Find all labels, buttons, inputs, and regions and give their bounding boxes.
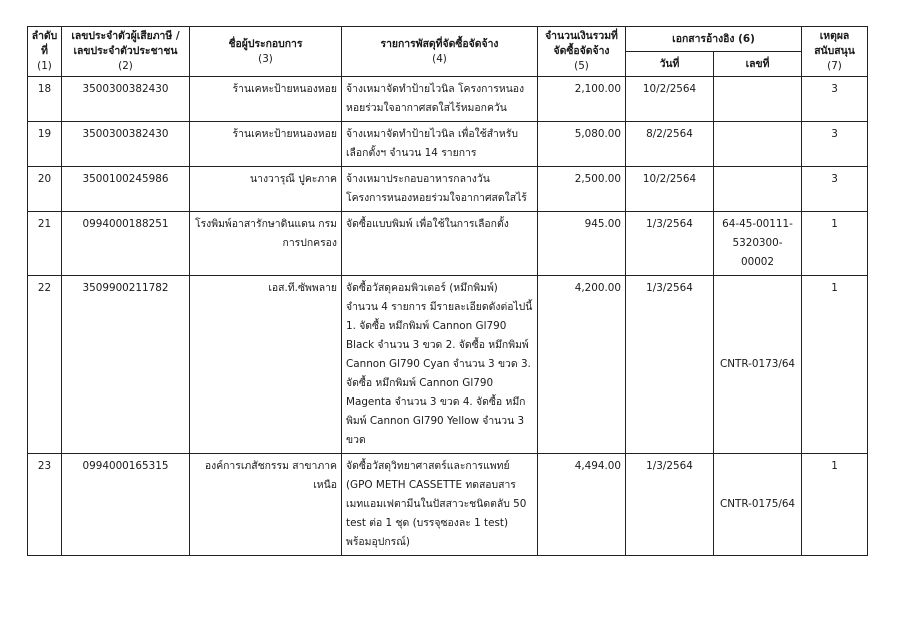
cell-item: จ้างเหมาจัดทำป้ายไวนิล โครงการหนองหอยร่วมใจอากาศสดใสไร้หมอกควัน	[342, 77, 538, 122]
cell-item: จ้างเหมาประกอบอาหารกลางวัน โครงการหนองหอยร่วมใจอากาศสดใสไร้	[342, 167, 538, 212]
cell-item: จัดซื้อวัสดุวิทยาศาสตร์และการแพทย์ (GPO METH CASSETTE ทดสอบสารเมทแอมเฟตามีนในปัสสาวะชนิดตลับ 50 test ต่อ 1 ชุด (บรรจุซองละ 1 test) พร้อมอุปกรณ์)	[342, 454, 538, 556]
cell-taxid: 0994000188251	[62, 212, 190, 276]
cell-date: 10/2/2564	[626, 167, 714, 212]
cell-date: 1/3/2564	[626, 276, 714, 454]
cell-date: 8/2/2564	[626, 122, 714, 167]
cell-reason: 3	[802, 77, 868, 122]
procurement-table	[27, 26, 868, 556]
cell-item: จัดซื้อวัสดุคอมพิวเตอร์ (หมึกพิมพ์) จำนวน 4 รายการ มีรายละเอียดดังต่อไปนี้ 1. จัดซื้อ หมึกพิมพ์ Cannon Gl790 Black จำนวน 3 ขวด 2. จัดซื้อ หมึกพิมพ์ Cannon Gl790 Cyan จำนวน 3 ขวด 3. จัดซื้อ หมึกพิมพ์ Cannon Gl790 Magenta จำนวน 3 ขวด 4. จัดซื้อ หมึกพิมพ์ Cannon Gl790 Yellow จำนวน 3 ขวด	[342, 276, 538, 454]
header-date	[626, 52, 714, 77]
cell-number: CNTR-0173/64	[714, 276, 802, 454]
cell-seq: 22	[28, 276, 62, 454]
header-taxid-label: เลขประจำตัวผู้เสียภาษี / เลขประจำตัวประชาชน	[71, 30, 180, 57]
cell-amount: 4,200.00	[538, 276, 626, 454]
header-vendor	[190, 27, 342, 77]
header-amount	[538, 27, 626, 77]
cell-amount: 4,494.00	[538, 454, 626, 556]
cell-number: CNTR-0175/64	[714, 454, 802, 556]
cell-seq: 23	[28, 454, 62, 556]
header-number-label: เลขที่	[745, 57, 770, 70]
cell-reason: 3	[802, 167, 868, 212]
cell-number: 64-45-00111-5320300-00002	[714, 212, 802, 276]
cell-reason: 1	[802, 212, 868, 276]
cell-reason: 1	[802, 454, 868, 556]
header-taxid	[62, 27, 190, 77]
cell-date: 1/3/2564	[626, 454, 714, 556]
cell-vendor: ร้านเคหะป้ายหนองหอย	[190, 77, 342, 122]
table-row	[28, 212, 868, 276]
table-row	[28, 454, 868, 556]
header-reason-num: (7)	[827, 60, 842, 72]
header-seq-num: (1)	[37, 60, 52, 72]
cell-vendor: องค์การเภสัชกรรม สาขาภาคเหนือ	[190, 454, 342, 556]
header-vendor-label: ชื่อผู้ประกอบการ	[228, 37, 303, 50]
cell-taxid: 3509900211782	[62, 276, 190, 454]
header-amount-num: (5)	[574, 60, 589, 72]
header-ref	[626, 27, 802, 52]
cell-date: 10/2/2564	[626, 77, 714, 122]
header-date-label: วันที่	[659, 57, 680, 70]
header-reason	[802, 27, 868, 77]
header-taxid-num: (2)	[118, 60, 133, 72]
cell-vendor: เอส.ที.ซัพพลาย	[190, 276, 342, 454]
header-reason-label: เหตุผลสนับสนุน	[814, 30, 855, 57]
table-row	[28, 77, 868, 122]
header-ref-label: เอกสารอ้างอิง (6)	[672, 32, 755, 45]
cell-vendor: นางวารุณี ปูคะภาค	[190, 167, 342, 212]
header-amount-label: จำนวนเงินรวมที่จัดซื้อจัดจ้าง	[545, 30, 618, 57]
header-seq-label: ลำดับที่	[31, 30, 58, 57]
cell-amount: 5,080.00	[538, 122, 626, 167]
table-row	[28, 122, 868, 167]
header-row-1	[28, 27, 868, 52]
cell-taxid: 0994000165315	[62, 454, 190, 556]
cell-vendor: โรงพิมพ์อาสารักษาดินแดน กรมการปกครอง	[190, 212, 342, 276]
cell-amount: 2,100.00	[538, 77, 626, 122]
header-number	[714, 52, 802, 77]
cell-seq: 21	[28, 212, 62, 276]
cell-taxid: 3500300382430	[62, 77, 190, 122]
cell-taxid: 3500300382430	[62, 122, 190, 167]
table-row	[28, 276, 868, 454]
cell-seq: 18	[28, 77, 62, 122]
cell-seq: 19	[28, 122, 62, 167]
cell-amount: 945.00	[538, 212, 626, 276]
cell-seq: 20	[28, 167, 62, 212]
cell-number	[714, 122, 802, 167]
cell-reason: 1	[802, 276, 868, 454]
cell-reason: 3	[802, 122, 868, 167]
header-vendor-num: (3)	[258, 52, 273, 65]
cell-number	[714, 167, 802, 212]
header-item-num: (4)	[432, 52, 447, 65]
header-item	[342, 27, 538, 77]
cell-vendor: ร้านเคหะป้ายหนองหอย	[190, 122, 342, 167]
cell-number	[714, 77, 802, 122]
cell-item: จ้างเหมาจัดทำป้ายไวนิล เพื่อใช้สำหรับเลือกตั้งฯ จำนวน 14 รายการ	[342, 122, 538, 167]
cell-item: จัดซื้อแบบพิมพ์ เพื่อใช้ในการเลือกตั้ง	[342, 212, 538, 276]
table-row	[28, 167, 868, 212]
cell-taxid: 3500100245986	[62, 167, 190, 212]
cell-date: 1/3/2564	[626, 212, 714, 276]
cell-amount: 2,500.00	[538, 167, 626, 212]
header-seq	[28, 27, 62, 77]
header-item-label: รายการพัสดุที่จัดซื้อจัดจ้าง	[380, 37, 499, 50]
